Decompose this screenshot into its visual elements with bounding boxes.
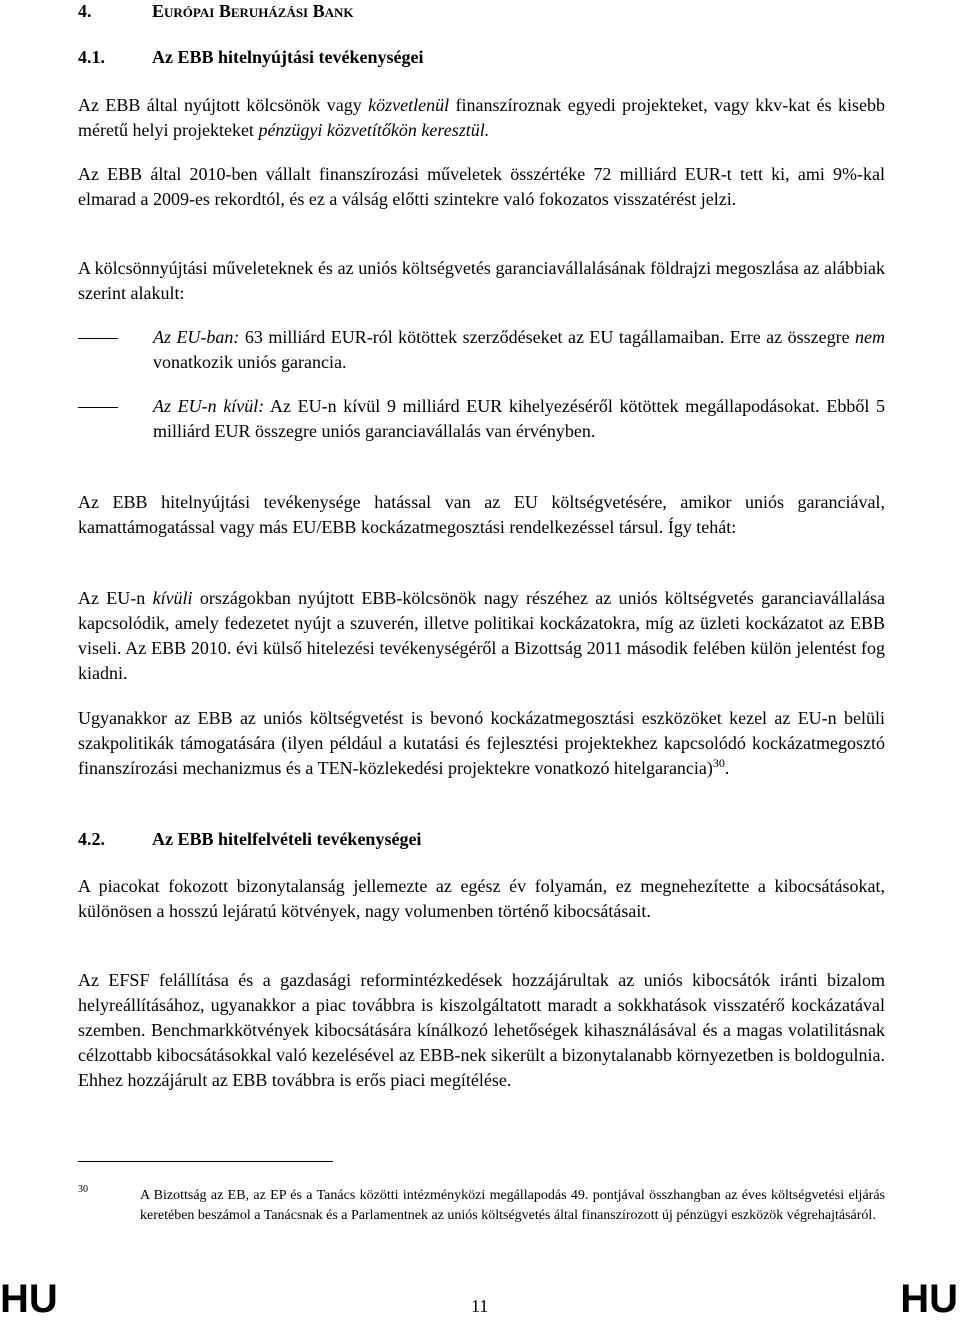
- footnote-text: A Bizottság az EB, az EP és a Tanács közötti intézményközi megállapodás 49. pontjával összhangban az éves költségvetési eljárás keretében beszámol a Tanácsnak és a Parlamentnek az uniós költségvetés által finanszírozott új pénzügyi eszközök végrehajtásáról.: [140, 1188, 885, 1223]
- bullet-dash: [78, 338, 118, 339]
- section-4-2-heading: [78, 829, 421, 850]
- section-number: 4.: [78, 1, 92, 21]
- section-number: 4.1.: [78, 47, 105, 67]
- italic-run: közvetlenül: [368, 95, 450, 115]
- paragraph-2: Az EBB által 2010-ben vállalt finanszírozási műveletek összértéke 72 milliárd EUR-t tett ki, ami 9%-kal elmarad a 2009-es rekordtól, és ez a válság előtti szintekre való fokozatos visszatérést jelzi.: [78, 164, 885, 209]
- text-run: Így tehát:: [667, 517, 737, 537]
- text-run: finanszíroznak egyedi projekteket, vagy kkv-kat és kisebb méretű helyi projekteket: [78, 95, 886, 140]
- language-code-right: HU: [900, 1277, 958, 1321]
- section-4-heading: [78, 1, 354, 22]
- section-4-1-heading: [78, 47, 424, 68]
- paragraph-6: [78, 706, 885, 781]
- bullet-label: Az EU-ban:: [153, 327, 240, 347]
- bullet-label: Az EU-n kívül:: [153, 396, 265, 416]
- section-title: Az EBB hitelnyújtási tevékenységei: [152, 47, 424, 67]
- text-run: országokban nyújtott EBB-kölcsönök nagy részéhez az uniós költségvetés garanciavállalása kapcsolódik, amely fedezetet nyújt a szuverén, illetve politikai kockázatokra, míg az üzleti kockázatot az EBB viseli. Az EBB 2010. évi külső hitelezési tevékenységéről a Bizottság 2011 második felében külön jelentést fog kiadni.: [78, 588, 885, 683]
- text-run: Az EU-n: [78, 588, 153, 608]
- footnote-separator: [78, 1161, 333, 1162]
- bullet-dash: [78, 407, 118, 408]
- italic-run: nem: [855, 327, 886, 347]
- italic-run: pénzügyi közvetítőkön keresztül.: [258, 120, 490, 140]
- text-run: Az EBB hitelnyújtási tevékenysége hatással van az EU költségvetésére, amikor uniós garanciával, kamattámogatással vagy más EU/EBB kockázatmegosztási rendelkezéssel társul.: [78, 492, 885, 537]
- paragraph-8: Az EFSF felállítása és a gazdasági reformintézkedések hozzájárultak az uniós kibocsátók iránti bizalom helyreállításához, ugyanakkor a piac továbbra is kiszolgáltatott maradt a sokkhatások visszatérő kockázatával szemben. Benchmarkkötvények kibocsátására kínálkozó lehetőségek kihasználásával és a magas volatilitásnak célzottabb kibocsátásokkal való kezelésével az EBB-nek sikerült a bizonytalanabb környezetben is boldogulnia. Ehhez hozzájárult az EBB továbbra is erős piaci megítélése.: [78, 970, 885, 1090]
- section-title: Az EBB hitelfelvételi tevékenységei: [152, 829, 422, 849]
- bullet-non-eu: [153, 394, 885, 444]
- text-run: Ugyanakkor az EBB az uniós költségvetést is bevonó kockázatmegosztási eszközöket kezel az EU-n belüli szakpolitikák támogatására (ilyen például a kutatási és fejlesztési projektekhez kapcsolódó kockázatmegosztó finanszírozási mechanizmus és a TEN-közlekedési projektekre vonatkozó hitelgarancia): [78, 708, 885, 778]
- section-title: Európai Beruházási Bank: [152, 1, 354, 21]
- text-run: 63 milliárd EUR-ról kötöttek szerződéseket az EU tagállamaiban. Erre az összegre: [239, 327, 856, 347]
- paragraph-4: [78, 490, 885, 540]
- paragraph-1: [78, 93, 885, 143]
- text-run: Az EU-n kívül 9 milliárd EUR kihelyezéséről kötöttek megállapodásokat. Ebből 5 milliárd EUR összegre uniós garanciavállalás van érvényben.: [153, 396, 885, 441]
- text-run: vonatkozik uniós garancia.: [153, 352, 347, 372]
- section-number: 4.2.: [78, 829, 105, 849]
- language-code-left: HU: [0, 1277, 58, 1321]
- text-run: Az EBB által nyújtott kölcsönök vagy: [78, 95, 369, 115]
- text-run: .: [724, 758, 730, 778]
- italic-run: kívüli: [152, 588, 193, 608]
- paragraph-7: A piacokat fokozott bizonytalanság jellemezte az egész év folyamán, ez megnehezítette a kibocsátásokat, különösen a hosszú lejáratú kötvények, nagy volumenben történő kibocsátásait.: [78, 876, 885, 921]
- page-number: 11: [471, 1296, 489, 1316]
- paragraph-5: [78, 586, 885, 686]
- bullet-eu: [153, 325, 885, 375]
- footnote-number: 30: [78, 1184, 88, 1195]
- paragraph-3: A kölcsönnyújtási műveleteknek és az uniós költségvetés garanciavállalásának földrajzi megoszlása az alábbiak szerint alakult:: [78, 258, 885, 303]
- footnote-reference: 30: [712, 756, 725, 770]
